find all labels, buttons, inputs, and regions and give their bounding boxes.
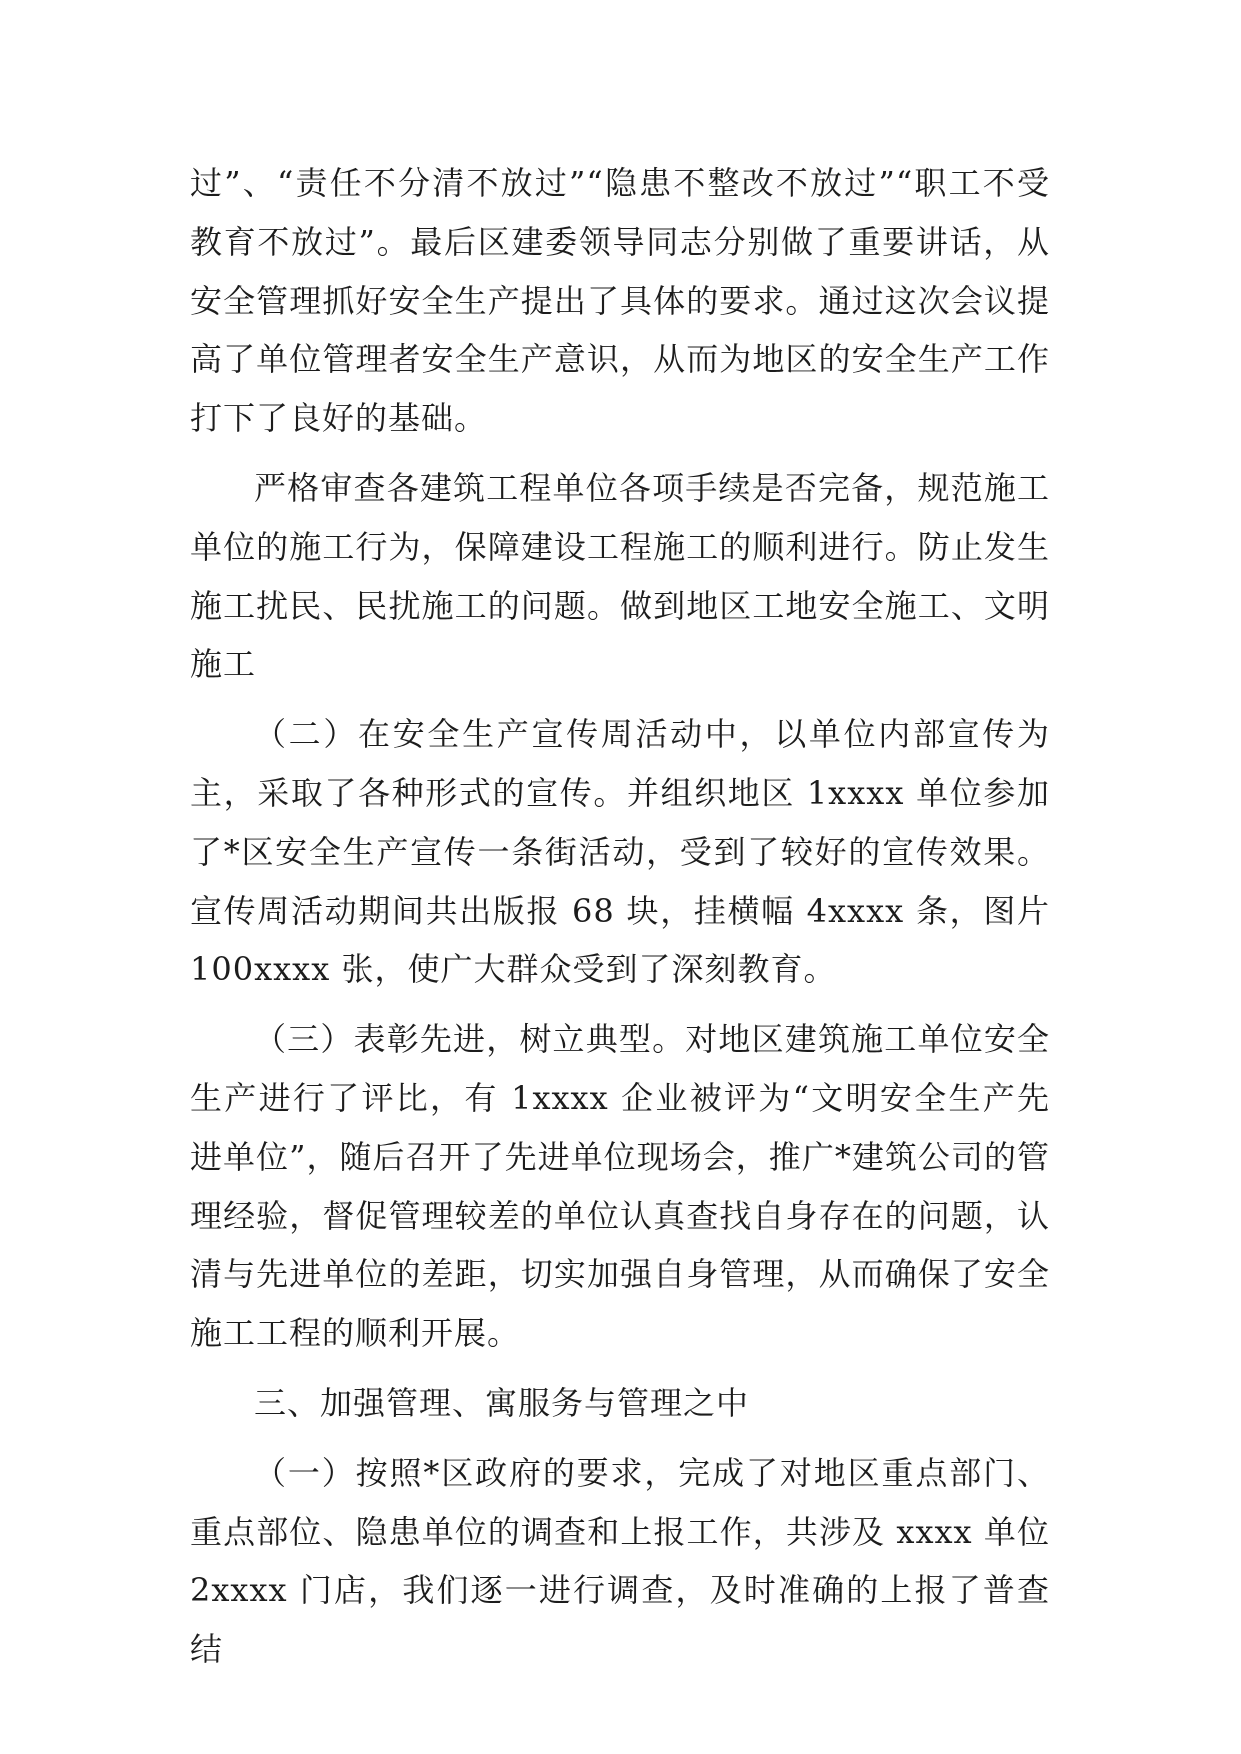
document-body: [190, 154, 1050, 1690]
paragraph-section-1: （一）按照*区政府的要求，完成了对地区重点部门、重点部位、隐患单位的调查和上报工作，共涉及 xxxx 单位 2xxxx 门店，我们逐一进行调查，及时准确的上报了普查结: [190, 1453, 1050, 1669]
heading-part-three: 三、加强管理、寓服务与管理之中: [254, 1383, 750, 1422]
paragraph-continuation: 过”、“责任不分清不放过”“隐患不整改不放过”“职工不受教育不放过”。最后区建委领导同志分别做了重要讲话，从安全管理抓好安全生产提出了具体的要求。通过这次会议提高了单位管理者安全生产意识，从而为地区的安全生产工作打下了良好的基础。: [190, 164, 1050, 438]
paragraph-review-procedures: 严格审查各建筑工程单位各项手续是否完备，规范施工单位的施工行为，保障建设工程施工的顺利进行。防止发生施工扰民、民扰施工的问题。做到地区工地安全施工、文明施工: [190, 468, 1050, 684]
paragraph-section-2: （二）在安全生产宣传周活动中，以单位内部宣传为主，采取了各种形式的宣传。并组织地区 1xxxx 单位参加了*区安全生产宣传一条街活动，受到了较好的宣传效果。宣传周活动期间共出版报 68 块，挂横幅 4xxxx 条，图片 100xxxx 张，使广大群众受到了深刻教育。: [190, 715, 1050, 989]
paragraph-section-3: （三）表彰先进，树立典型。对地区建筑施工单位安全生产进行了评比，有 1xxxx 企业被评为“文明安全生产先进单位”，随后召开了先进单位现场会，推广*建筑公司的管理经验，督促管理较差的单位认真查找自身存在的问题，认清与先进单位的差距，切实加强自身管理，从而确保了安全施工工程的顺利开展。: [190, 1020, 1050, 1353]
